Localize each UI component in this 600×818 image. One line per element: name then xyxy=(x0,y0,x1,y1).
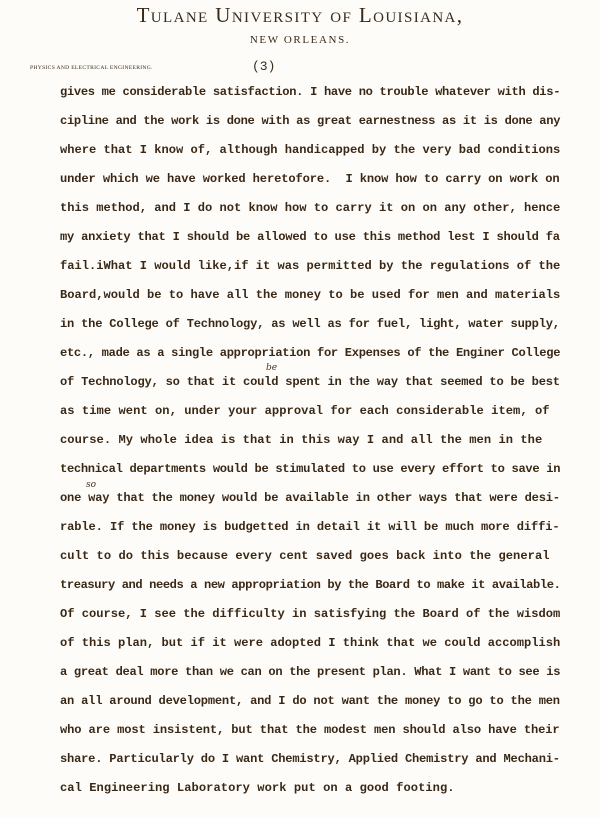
body-line: gives me considerable satisfaction. I have no trouble whatever with dis- xyxy=(60,85,561,99)
body-line: etc., made as a single appropriation for Expenses of the Enginer College xyxy=(60,346,561,360)
body-line: cipline and the work is done with as great earnestness as it is done any xyxy=(60,114,561,128)
handwritten-insertion-be: be xyxy=(266,363,278,373)
body-line: in the College of Technology, as well as for fuel, light, water supply, xyxy=(60,317,560,331)
body-line: where that I know of, although handicapped by the very bad conditions xyxy=(60,143,561,157)
body-line: my anxiety that I should be allowed to use this method lest I should fa xyxy=(60,230,560,244)
body-line: share. Particularly do I want Chemistry, Applied Chemistry and Mechani- xyxy=(60,752,560,766)
body-line: course. My whole idea is that in this way I and all the men in the xyxy=(60,433,543,447)
department-heading: PHYSICS AND ELECTRICAL ENGINEERING. xyxy=(30,65,153,71)
body-line: Board,would be to have all the money to be used for men and materials xyxy=(60,288,561,302)
body-line: an all around development, and I do not want the money to go to the men xyxy=(60,694,560,708)
body-line: under which we have worked heretofore. I know how to carry on work on xyxy=(60,172,560,186)
body-line: this method, and I do not know how to carry it on on any other, hence xyxy=(60,201,561,215)
body-line: of this plan, but if it were adopted I think that we could accomplish xyxy=(60,636,561,650)
handwritten-insertion-so: so xyxy=(86,480,97,490)
letterhead-title: Tulane University of Louisiana, xyxy=(136,3,464,27)
body-line: of Technology, so that it could spent in the way that seemed to be best xyxy=(60,375,560,389)
page-number: (3) xyxy=(252,59,276,74)
body-line: technical departments would be stimulated to use every effort to save in xyxy=(60,462,561,476)
body-line: cal Engineering Laboratory work put on a good footing. xyxy=(60,781,455,795)
body-line: fail.iWhat I would like,if it was permitted by the regulations of the xyxy=(60,259,561,273)
body-line: treasury and needs a new appropriation by the Board to make it available. xyxy=(60,578,561,592)
letterhead-city: NEW ORLEANS. xyxy=(249,34,351,46)
body-line: as time went on, under your approval for each considerable item, of xyxy=(60,404,550,418)
letterhead xyxy=(0,2,600,47)
body-line: who are most insistent, but that the modest men should also have their xyxy=(60,723,560,737)
body-line: cult to do this because every cent saved goes back into the general xyxy=(60,549,550,563)
body-line: one way that the money would be available in other ways that were desi- xyxy=(60,491,560,505)
body-line: Of course, I see the difficulty in satisfying the Board of the wisdom xyxy=(60,607,561,621)
body-line: a great deal more than we can on the present plan. What I want to see is xyxy=(60,665,561,679)
body-line: rable. If the money is budgetted in detail it will be much more diffi- xyxy=(60,520,560,534)
